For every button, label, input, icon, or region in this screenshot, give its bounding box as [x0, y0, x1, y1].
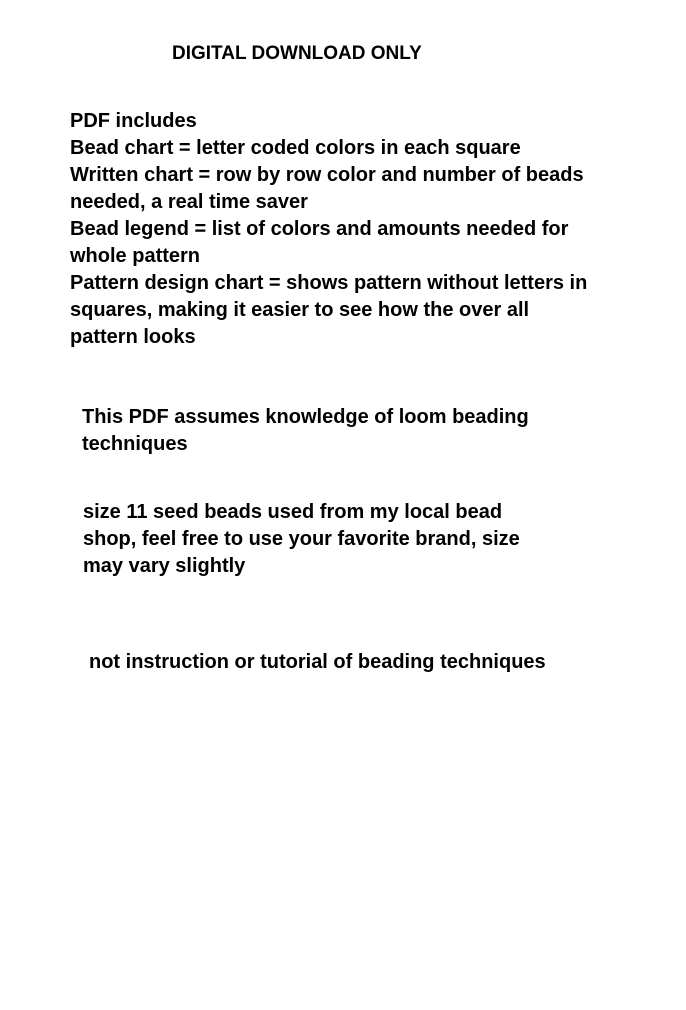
- pdf-includes-heading: PDF includes: [70, 110, 197, 132]
- bead-size-note: [83, 499, 520, 580]
- pdf-includes-section: [70, 108, 587, 351]
- bead-legend-line-continued: whole pattern: [70, 245, 201, 267]
- bead-size-note-line: size 11 seed beads used from my local bead: [83, 501, 503, 523]
- knowledge-note: [82, 404, 529, 458]
- bead-size-note-line-continued: shop, feel free to use your favorite brand, size: [83, 528, 520, 550]
- written-chart-line: Written chart = row by row color and number of beads: [70, 164, 584, 186]
- bead-size-note-line-end: may vary slightly: [83, 555, 246, 577]
- pattern-design-chart-line: Pattern design chart = shows pattern without letters in: [70, 272, 588, 294]
- knowledge-note-line-continued: techniques: [82, 433, 188, 455]
- pattern-design-chart-line-continued: squares, making it easier to see how the over all: [70, 299, 530, 321]
- written-chart-line-continued: needed, a real time saver: [70, 191, 308, 213]
- knowledge-note-line: This PDF assumes knowledge of loom beading: [82, 406, 529, 428]
- bead-legend-line: Bead legend = list of colors and amounts needed for: [70, 218, 569, 240]
- pattern-design-chart-line-end: pattern looks: [70, 326, 196, 348]
- bead-chart-line: Bead chart = letter coded colors in each square: [70, 137, 521, 159]
- instruction-disclaimer: not instruction or tutorial of beading techniques: [89, 651, 546, 673]
- page-title: DIGITAL DOWNLOAD ONLY: [172, 43, 422, 64]
